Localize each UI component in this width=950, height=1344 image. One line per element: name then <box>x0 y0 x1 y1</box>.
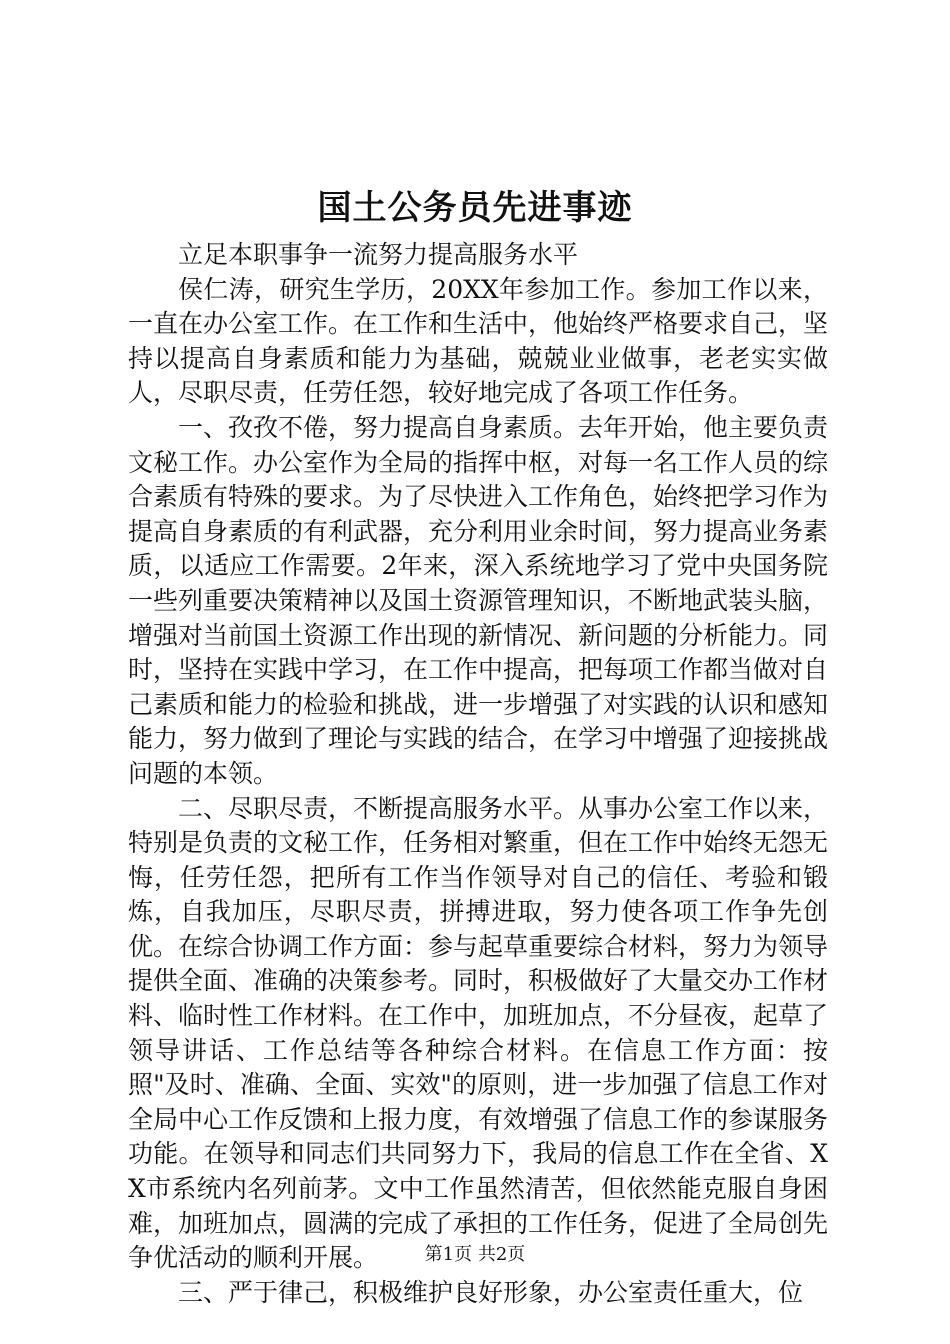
document-body <box>128 238 828 1310</box>
section-one-paragraph: 一、孜孜不倦，努力提高自身素质。去年开始，他主要负责文秘工作。办公室作为全局的指挥中枢，对每一名工作人员的综合素质有特殊的要求。为了尽快进入工作角色，始终把学习作为提高自身素质的有利武器，充分利用业余时间，努力提高业务素质，以适应工作需要。2年来，深入系统地学习了党中央国务院一些列重要决策精神以及国土资源管理知识，不断地武装头脑，增强对当前国土资源工作出现的新情况、新问题的分析能力。同时，坚持在实践中学习，在工作中提高，把每项工作都当做对自己素质和能力的检验和挑战，进一步增强了对实践的认识和感知能力，努力做到了理论与实践的结合，在学习中增强了迎接挑战问题的本领。 <box>128 412 829 788</box>
intro-paragraph: 侯仁涛，研究生学历，20XX年参加工作。参加工作以来，一直在办公室工作。在工作和生活中，他始终严格要求自己，坚持以提高自身素质和能力为基础，兢兢业业做事，老老实实做人，尽职尽责，任劳任怨，较好地完成了各项工作任务。 <box>128 274 829 408</box>
page-number-footer: 第1页 共2页 <box>424 1244 526 1265</box>
section-three-paragraph: 三、严于律己，积极维护良好形象，办公室责任重大，位 <box>178 1277 804 1307</box>
subtitle-paragraph: 立足本职事争一流努力提高服务水平 <box>178 240 579 269</box>
section-two-paragraph: 二、尽职尽责，不断提高服务水平。从事办公室工作以来，特别是负责的文秘工作，任务相对繁重，但在工作中始终无怨无悔，任劳任怨，把所有工作当作领导对自己的信任、考验和锻炼，自我加压，尽职尽责，拼搏进取，努力使各项工作争先创优。在综合协调工作方面：参与起草重要综合材料，努力为领导提供全面、准确的决策参考。同时，积极做好了大量交办工作材料、临时性工作材料。在工作中，加班加点，不分昼夜，起草了领导讲话、工作总结等各种综合材料。在信息工作方面：按照"及时、准确、全面、实效"的原则，进一步加强了信息工作对全局中心工作反馈和上报力度，有效增强了信息工作的参谋服务功能。在领导和同志们共同努力下，我局的信息工作在全省、XX市系统内名列前茅。文中工作虽然清苦，但依然能克服自身困难，加班加点，圆满的完成了承担的工作任务，促进了全局创先争优活动的顺利开展。 <box>128 793 829 1273</box>
document-title: 国土公务员先进事迹 <box>317 188 633 228</box>
